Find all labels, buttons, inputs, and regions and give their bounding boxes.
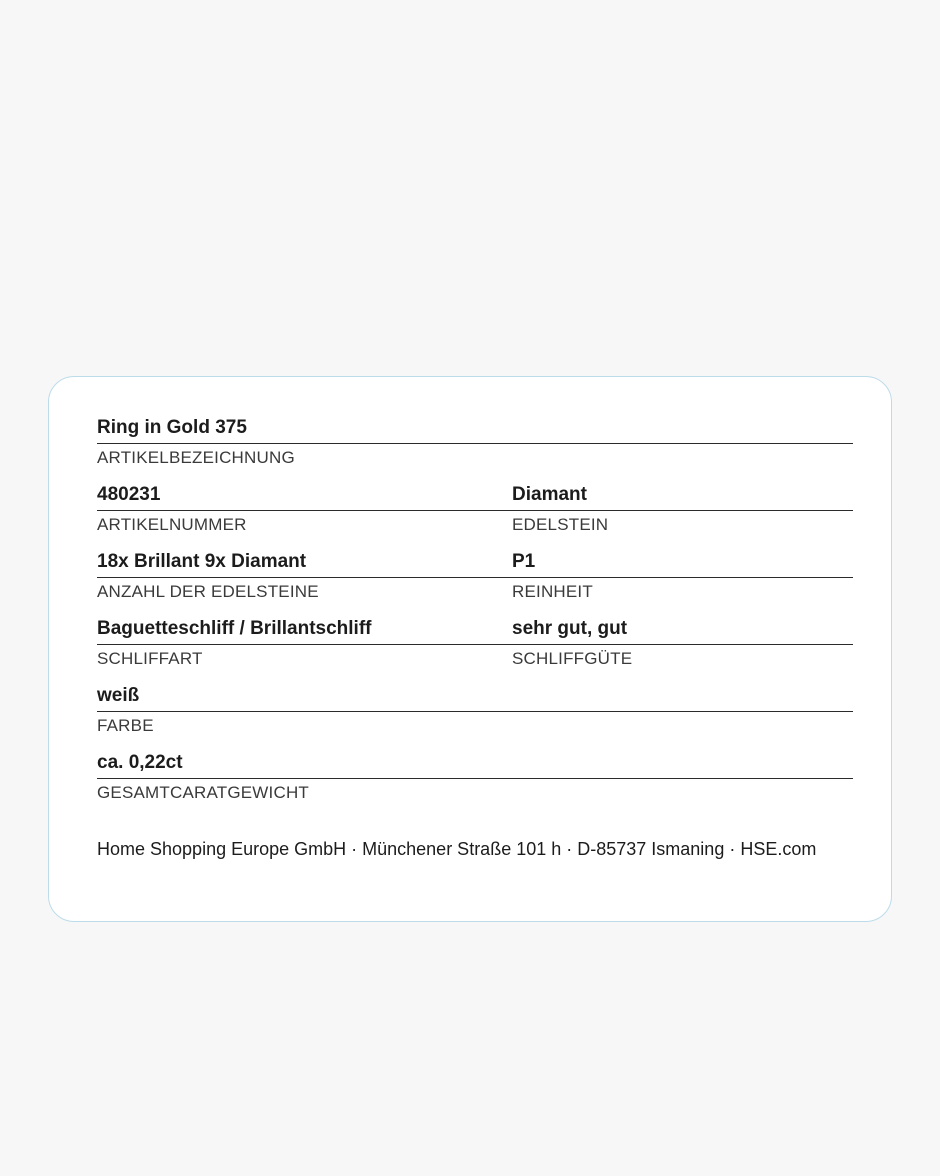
field-clarity — [512, 549, 853, 604]
field-article-number — [97, 482, 512, 537]
field-value: weiß — [97, 685, 140, 706]
field-row-description — [97, 415, 853, 470]
field-label: ARTIKELNUMMER — [97, 510, 512, 537]
card-content — [97, 415, 853, 805]
product-info-card — [48, 376, 892, 922]
field-total-carat-weight — [97, 750, 853, 805]
field-value: sehr gut, gut — [512, 618, 628, 639]
field-value: Diamant — [512, 484, 587, 505]
field-label: ARTIKELBEZEICHNUNG — [97, 443, 853, 470]
field-value: 480231 — [97, 484, 161, 505]
field-colour — [97, 683, 853, 738]
field-label: EDELSTEIN — [512, 510, 853, 537]
field-label: ANZAHL DER EDELSTEINE — [97, 577, 512, 604]
field-cut-grade — [512, 616, 853, 671]
field-row-carat — [97, 750, 853, 805]
field-value: Ring in Gold 375 — [97, 417, 247, 438]
field-label: SCHLIFFART — [97, 644, 512, 671]
field-label: REINHEIT — [512, 577, 853, 604]
field-cut-type — [97, 616, 512, 671]
field-row-number-gemstone — [97, 482, 853, 537]
field-row-count-clarity — [97, 549, 853, 604]
field-label: FARBE — [97, 711, 853, 738]
field-row-cut — [97, 616, 853, 671]
company-footer: Home Shopping Europe GmbH · Münchener Straße 101 h · D-85737 Ismaning · HSE.com — [97, 839, 817, 859]
field-gemstone-count — [97, 549, 512, 604]
field-label: SCHLIFFGÜTE — [512, 644, 853, 671]
field-value: P1 — [512, 551, 536, 572]
field-value: ca. 0,22ct — [97, 752, 183, 773]
field-article-description — [97, 415, 853, 470]
field-value: 18x Brillant 9x Diamant — [97, 551, 307, 572]
field-label: GESAMTCARATGEWICHT — [97, 778, 853, 805]
field-row-colour — [97, 683, 853, 738]
field-gemstone — [512, 482, 853, 537]
field-value: Baguetteschliff / Brillantschliff — [97, 618, 372, 639]
